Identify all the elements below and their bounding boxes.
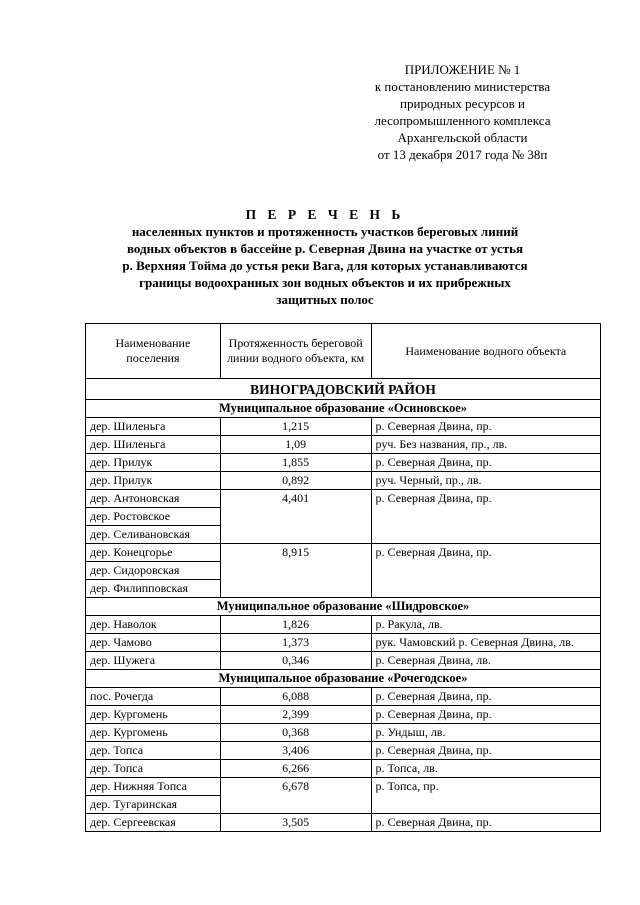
settlement-cell: дер. Прилук (86, 472, 221, 490)
table-row (86, 652, 601, 670)
settlement-cell: дер. Нижняя Топса (86, 778, 221, 796)
table-row (86, 760, 601, 778)
water-object-cell: р. Северная Двина, пр. (371, 706, 600, 724)
length-cell: 6,678 (220, 778, 371, 814)
length-cell: 1,09 (220, 436, 371, 454)
appendix-line: лесопромышленного комплекса (374, 113, 551, 128)
title-line: р. Верхняя Тойма до устья реки Вага, для которых устанавливаются (122, 258, 528, 273)
settlement-cell: дер. Филипповская (86, 580, 221, 598)
water-object-cell: р. Северная Двина, пр. (371, 688, 600, 706)
settlements-table (85, 323, 601, 832)
municipality-name: Муниципальное образование «Осиновское» (86, 400, 601, 418)
water-object-cell: р. Северная Двина, лв. (371, 652, 600, 670)
water-object-cell: р. Северная Двина, пр. (371, 544, 600, 598)
settlement-cell: дер. Кургомень (86, 724, 221, 742)
appendix-block (350, 61, 575, 163)
header-length: Протяженность береговой линии водного объекта, км (220, 324, 371, 379)
length-cell: 2,399 (220, 706, 371, 724)
document-title (95, 206, 555, 308)
table-row (86, 544, 601, 562)
table-row (86, 742, 601, 760)
length-cell: 3,505 (220, 814, 371, 832)
length-cell: 0,368 (220, 724, 371, 742)
settlement-cell: дер. Шиленьга (86, 436, 221, 454)
table-row (86, 724, 601, 742)
table-row (86, 472, 601, 490)
water-object-cell: руч. Без названия, пр., лв. (371, 436, 600, 454)
settlement-cell: дер. Топса (86, 760, 221, 778)
table-header-row (86, 324, 601, 379)
table-row (86, 706, 601, 724)
water-object-cell: руч. Черный, пр., лв. (371, 472, 600, 490)
length-cell: 1,826 (220, 616, 371, 634)
table-row (86, 436, 601, 454)
municipality-row (86, 400, 601, 418)
settlement-cell: дер. Топса (86, 742, 221, 760)
settlement-cell: дер. Наволок (86, 616, 221, 634)
header-settlement: Наименование поселения (86, 324, 221, 379)
water-object-cell: р. Северная Двина, пр. (371, 418, 600, 436)
length-cell: 6,088 (220, 688, 371, 706)
table-row (86, 688, 601, 706)
municipality-row (86, 598, 601, 616)
settlement-cell: дер. Кургомень (86, 706, 221, 724)
appendix-line: к постановлению министерства (374, 79, 551, 94)
settlement-cell: пос. Рочегда (86, 688, 221, 706)
appendix-line: природных ресурсов и (400, 96, 525, 111)
table-row (86, 454, 601, 472)
title-line: границы водоохранных зон водных объектов и их прибрежных (139, 275, 511, 290)
table-row (86, 634, 601, 652)
length-cell: 1,215 (220, 418, 371, 436)
water-object-cell: р. Северная Двина, пр. (371, 814, 600, 832)
settlement-cell: дер. Селивановская (86, 526, 221, 544)
title-line: водных объектов в бассейне р. Северная Двина на участке от устья (126, 241, 524, 256)
water-object-cell: р. Северная Двина, пр. (371, 490, 600, 544)
title-line: населенных пунктов и протяженность участков береговых линий (131, 224, 519, 239)
water-object-cell: р. Северная Двина, пр. (371, 742, 600, 760)
title-line: защитных полос (276, 292, 374, 307)
settlement-cell: дер. Тугаринская (86, 796, 221, 814)
table-row (86, 778, 601, 796)
water-object-cell: р. Северная Двина, пр. (371, 454, 600, 472)
settlement-cell: дер. Сидоровская (86, 562, 221, 580)
appendix-line: Архангельской области (397, 130, 528, 145)
municipality-row (86, 670, 601, 688)
water-object-cell: рук. Чамовский р. Северная Двина, лв. (371, 634, 600, 652)
table-row (86, 814, 601, 832)
length-cell: 0,346 (220, 652, 371, 670)
appendix-line: от 13 декабря 2017 года № 38п (377, 147, 548, 162)
length-cell: 3,406 (220, 742, 371, 760)
table-row (86, 616, 601, 634)
settlement-cell: дер. Конецгорье (86, 544, 221, 562)
water-object-cell: р. Ракула, лв. (371, 616, 600, 634)
table-body (86, 379, 601, 832)
length-cell: 1,855 (220, 454, 371, 472)
table-row (86, 418, 601, 436)
settlement-cell: дер. Сергеевская (86, 814, 221, 832)
district-row (86, 379, 601, 400)
length-cell: 8,915 (220, 544, 371, 598)
municipality-name: Муниципальное образование «Шидровское» (86, 598, 601, 616)
appendix-line: ПРИЛОЖЕНИЕ № 1 (404, 62, 521, 77)
water-object-cell: р. Топса, лв. (371, 760, 600, 778)
length-cell: 6,266 (220, 760, 371, 778)
settlement-cell: дер. Чамово (86, 634, 221, 652)
length-cell: 4,401 (220, 490, 371, 544)
table-row (86, 490, 601, 508)
settlement-cell: дер. Прилук (86, 454, 221, 472)
settlement-cell: дер. Антоновская (86, 490, 221, 508)
water-object-cell: р. Ундыш, лв. (371, 724, 600, 742)
length-cell: 1,373 (220, 634, 371, 652)
municipality-name: Муниципальное образование «Рочегодское» (86, 670, 601, 688)
settlement-cell: дер. Шиленьга (86, 418, 221, 436)
water-object-cell: р. Топса, пр. (371, 778, 600, 814)
settlement-cell: дер. Ростовское (86, 508, 221, 526)
title-heading: П Е Р Е Ч Е Н Ь (245, 207, 405, 222)
header-water-object: Наименование водного объекта (371, 324, 600, 379)
settlement-cell: дер. Шужега (86, 652, 221, 670)
length-cell: 0,892 (220, 472, 371, 490)
district-name: ВИНОГРАДОВСКИЙ РАЙОН (86, 379, 601, 400)
